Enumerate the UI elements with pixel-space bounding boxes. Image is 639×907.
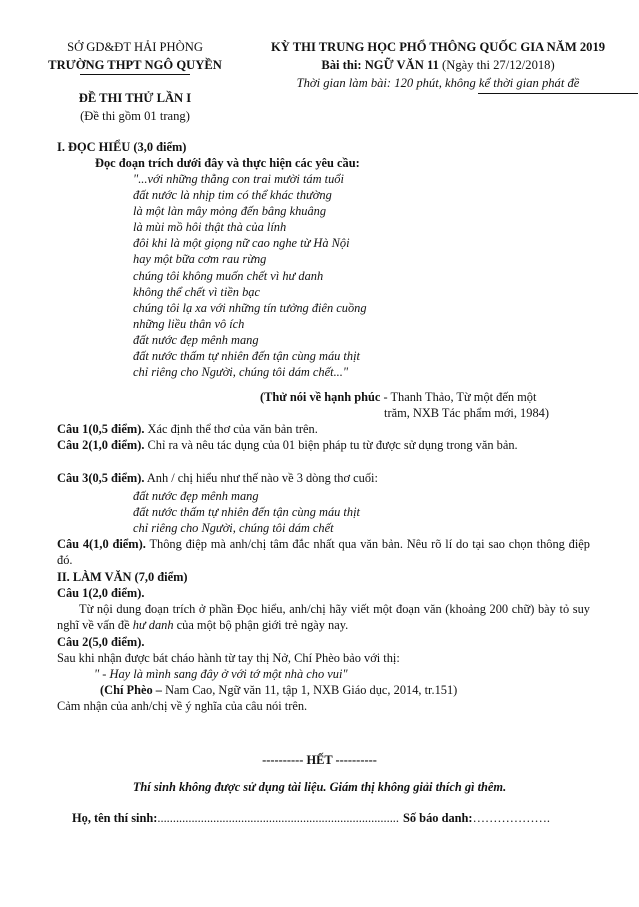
quoted-line: chỉ riêng cho Người, chúng tôi dám chết: [133, 521, 334, 535]
exam-type: ĐỀ THI THỬ LẦN I: [78, 91, 192, 105]
id-dots: ……………….: [472, 811, 551, 825]
time-note: Thời gian làm bài: 120 phút, không kể thời gian phát đề: [296, 76, 580, 90]
quoted-line: đất nước đẹp mênh mang: [133, 489, 259, 503]
question-3-lines: [133, 488, 360, 536]
poem-line: "...với những thằng con trai mười tám tuổi: [133, 172, 344, 186]
poem-line: chúng tôi không muốn chết vì hư danh: [133, 268, 324, 283]
question-2-label: Câu 2(1,0 điểm).: [57, 438, 145, 452]
poem-line: đất nước thấm tự nhiên đến tận cùng máu thịt: [133, 349, 360, 364]
poem-line: đất nước đẹp mênh mang: [133, 332, 259, 347]
section-1-title: I. ĐỌC HIỂU (3,0 điểm): [57, 140, 187, 154]
poem-line: những liều thân vô ích: [133, 316, 245, 331]
poem-line: đôi khi là một giọng nữ cao nghe từ Hà Nội: [133, 236, 350, 251]
school-underline: [80, 74, 190, 75]
essay-question-1-label: Câu 1(2,0 điểm).: [57, 586, 145, 600]
poem-line: chỉ riêng cho Người, chúng tôi dám chết...": [133, 365, 349, 380]
essay-citation-title: (Chí Phèo –: [100, 683, 162, 697]
essay-question-1-text: [57, 601, 590, 633]
name-label: Họ, tên thí sinh:: [72, 811, 158, 825]
poem-line: đất nước là nhịp tim có thể khác thường: [133, 188, 332, 203]
exam-date: (Ngày thi 27/12/2018): [442, 58, 555, 72]
essay-quote-citation: [100, 682, 457, 698]
poem-line: là mùi mồ hôi thật thà của lính: [133, 220, 287, 235]
poem-citation-line-2: trăm, NXB Tác phẩm mới, 1984): [384, 406, 549, 420]
poem-line: là một làn mây mỏng đến bâng khuâng: [133, 204, 327, 219]
essay-quote: " - Hay là mình sang đây ở với tớ một nhà cho vui": [94, 667, 348, 681]
question-1-text: Xác định thể thơ của văn bản trên.: [144, 422, 318, 436]
header-left: [40, 38, 230, 125]
department-name: SỞ GD&ĐT HẢI PHÒNG: [67, 40, 203, 54]
school-name: TRƯỜNG THPT NGÔ QUYỀN: [48, 58, 222, 72]
name-dots: ..............................................................................: [157, 811, 399, 825]
essay-question-2-intro: Sau khi nhận được bát cháo hành từ tay thị Nở, Chí Phèo bảo với thị:: [57, 651, 400, 665]
id-label: Số báo danh:: [403, 811, 473, 825]
poem-line: hay một bữa cơm rau rừng: [133, 252, 267, 267]
question-1-label: Câu 1(0,5 điểm).: [57, 422, 145, 436]
essay-question-2-task: Cảm nhận của anh/chị về ý nghĩa của câu nói trên.: [57, 699, 308, 713]
question-1: [57, 421, 590, 437]
question-2: [57, 437, 590, 453]
exam-name: KỲ THI TRUNG HỌC PHỔ THÔNG QUỐC GIA NĂM 2019: [270, 40, 606, 54]
essay-citation-source: Nam Cao, Ngữ văn 11, tập 1, NXB Giáo dục, 2014, tr.151): [161, 683, 458, 697]
question-4-label: Câu 4(1,0 điểm).: [57, 537, 146, 551]
poem-line: chúng tôi lạ xa với những tín tưởng điên cuồng: [133, 300, 367, 315]
citation-title: (Thử nói về hạnh phúc: [260, 390, 381, 404]
question-2-text: Chỉ ra và nêu tác dụng của 01 biện pháp tu từ được sử dụng trong văn bản.: [144, 438, 518, 452]
quoted-line: đất nước thấm tự nhiên đến tận cùng máu thịt: [133, 505, 360, 519]
pages-note: (Đề thi gồm 01 trang): [80, 109, 190, 123]
question-3-text: Anh / chị hiểu như thế nào về 3 dòng thơ cuối:: [144, 471, 378, 485]
essay-question-1-emphasis: hư danh: [132, 618, 174, 632]
section-1-instruction: Đọc đoạn trích dưới đây và thực hiện các yêu cầu:: [95, 156, 360, 170]
poem-line: không thể chết vì tiền bạc: [133, 284, 260, 299]
candidate-info: [72, 810, 550, 826]
essay-question-1-text-a: Từ nội dung đoạn trích ở phần Đọc hiểu, anh/chị hãy viết một đoạn văn (khoảng 200 chữ) bày tỏ suy nghĩ về vấn đề: [57, 602, 590, 632]
subject-line: [258, 56, 618, 74]
header-right: [258, 38, 618, 94]
essay-question-2-label: Câu 2(5,0 điểm).: [57, 635, 145, 649]
question-4: [57, 536, 590, 568]
subject-label: Bài thi: NGỮ VĂN 11: [321, 58, 439, 72]
poem-citation-line-1: [260, 389, 536, 405]
poem-excerpt: [133, 171, 367, 380]
end-mark: ---------- HẾT ----------: [262, 753, 377, 767]
question-3: [57, 470, 590, 486]
question-4-text: Thông điệp mà anh/chị tâm đắc nhất qua văn bản. Nêu rõ lí do tại sao chọn thông điệp đó.: [57, 537, 590, 567]
essay-question-1-text-b: của một bộ phận giới trẻ ngày nay.: [173, 618, 349, 632]
time-underline: [478, 93, 638, 94]
question-3-label: Câu 3(0,5 điểm).: [57, 471, 145, 485]
citation-source: - Thanh Thảo, Từ một đến một: [380, 390, 537, 404]
footer-note: Thí sinh không được sử dụng tài liệu. Giám thị không giải thích gì thêm.: [132, 780, 507, 794]
section-2-title: II. LÀM VĂN (7,0 điểm): [57, 570, 188, 584]
